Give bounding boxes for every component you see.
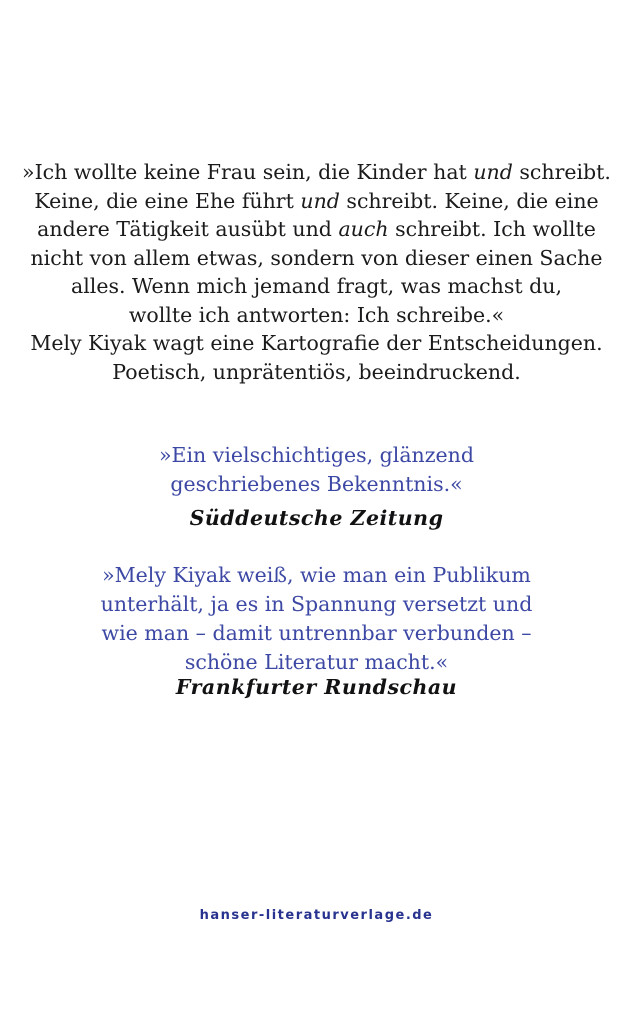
quote-source-sueddeutsche-zeitung: Süddeutsche Zeitung bbox=[189, 506, 444, 530]
blurb-line: nicht von allem etwas, sondern von dieser einen Sache bbox=[30, 245, 603, 270]
quote-line: »Ein vielschichtiges, glänzend bbox=[158, 443, 475, 467]
quote-source-frankfurter-rundschau: Frankfurter Rundschau bbox=[175, 675, 458, 699]
blurb-text: andere Tätigkeit ausübt und bbox=[37, 217, 339, 241]
publisher-url: hanser-literaturverlage.de bbox=[199, 908, 434, 923]
blurb-emphasis: und bbox=[300, 188, 340, 213]
blurb-text: »Ich wollte keine Frau sein, die Kinder hat bbox=[22, 160, 474, 184]
press-quote-sueddeutsche bbox=[0, 441, 633, 499]
blurb-line: wollte ich antworten: Ich schreibe.« bbox=[128, 302, 505, 327]
blurb-line bbox=[0, 187, 633, 216]
blurb-text: Keine, die eine Ehe führt bbox=[34, 188, 301, 213]
blurb-emphasis: auch bbox=[338, 217, 389, 241]
blurb-emphasis: und bbox=[473, 160, 513, 184]
quote-line: unterhält, ja es in Spannung versetzt und bbox=[100, 592, 533, 616]
quote-line: wie man – damit untrennbar verbunden – bbox=[101, 621, 532, 645]
blurb-line: alles. Wenn mich jemand fragt, was machst du, bbox=[71, 274, 562, 298]
blurb-text: schreibt. Ich wollte bbox=[388, 217, 596, 241]
publisher-blurb bbox=[0, 158, 633, 386]
blurb-line bbox=[0, 158, 633, 187]
blurb-text: schreibt. bbox=[512, 160, 611, 184]
blurb-text: schreibt. Keine, die eine bbox=[339, 188, 599, 213]
blurb-line bbox=[0, 215, 633, 244]
blurb-line: Poetisch, unprätentiös, beeindruckend. bbox=[112, 359, 521, 384]
quote-line: geschriebenes Bekenntnis.« bbox=[170, 472, 463, 496]
press-quote-frankfurter bbox=[0, 561, 633, 677]
quote-line: »Mely Kiyak weiß, wie man ein Publikum bbox=[102, 563, 531, 587]
blurb-line: Mely Kiyak wagt eine Kartografie der Entscheidungen. bbox=[30, 331, 603, 355]
quote-line: schöne Literatur macht.« bbox=[184, 650, 449, 674]
